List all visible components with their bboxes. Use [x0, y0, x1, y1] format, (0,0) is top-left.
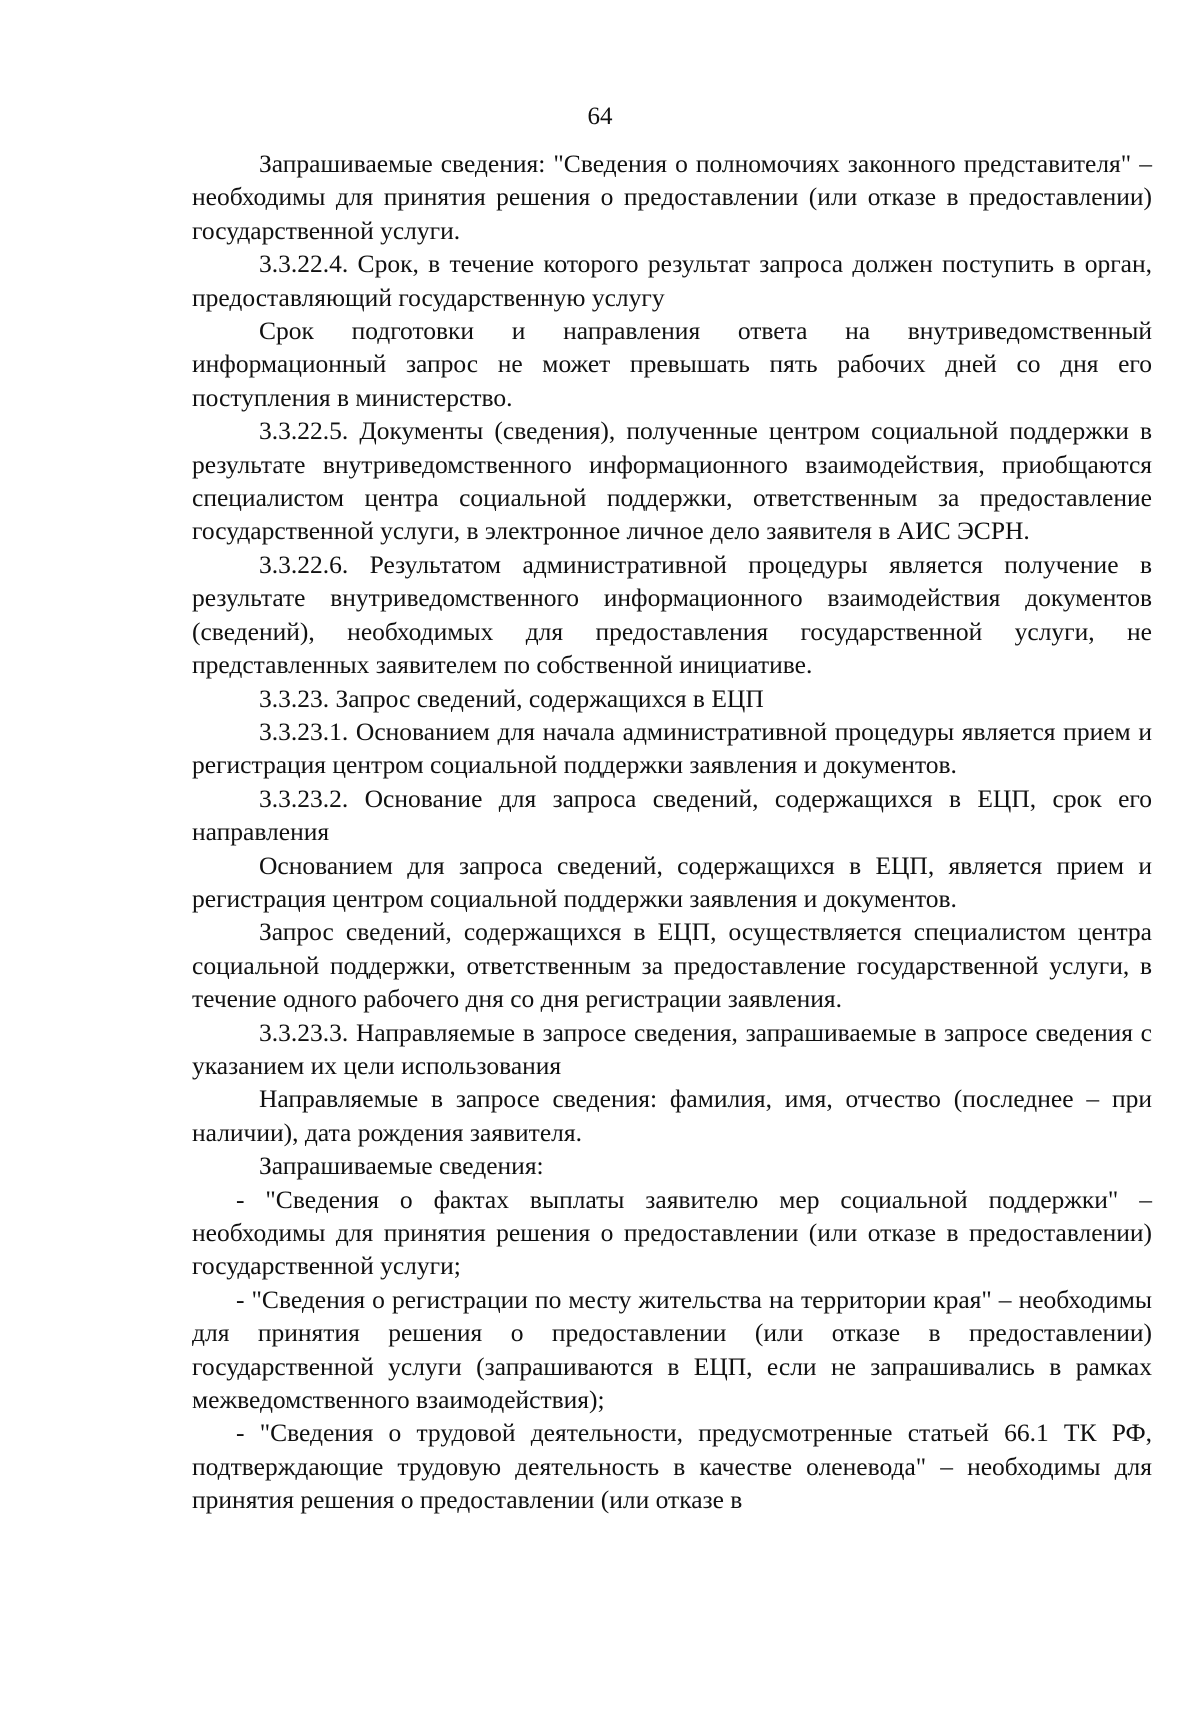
section-heading: 3.3.23. Запрос сведений, содержащихся в ЕЦП [259, 683, 764, 713]
paragraph: 3.3.23.1. Основанием для начала административной процедуры является прием и регистрация центром социальной поддержки заявления и документов. [192, 716, 1152, 780]
paragraph: Запрашиваемые сведения: "Сведения о полномочиях законного представителя" – необходимы для принятия решения о предоставлении (или отказе в предоставлении) государственной услуги. [192, 149, 1152, 245]
paragraph: 3.3.22.6. Результатом административной процедуры является получение в результате внутриведомственного информационного взаимодействия документов (сведений), необходимых для предоставления государственной услуги, не представленных заявителем по собственной инициативе. [192, 549, 1152, 680]
document-body [192, 147, 1152, 1517]
paragraph: Запрос сведений, содержащихся в ЕЦП, осуществляется специалистом центра социальной поддержки, ответственным за предоставление государственной услуги, в течение одного рабочего дня со дня регистрации заявления. [192, 917, 1152, 1014]
paragraph: 3.3.22.4. Срок, в течение которого результат запроса должен поступить в орган, предоставляющий государственную услугу [192, 249, 1152, 312]
list-item: - "Сведения о регистрации по месту жительства на территории края" – необходимы для принятия решения о предоставлении (или отказе в предоставлении) государственной услуги (запрашиваются в ЕЦП, если не запрашивались в рамках межведомственного взаимодействия); [192, 1284, 1152, 1415]
list-item: - "Сведения о трудовой деятельности, предусмотренные статьей 66.1 ТК РФ, подтверждающие трудовую деятельность в качестве оленевода" – необходимы для принятия решения о предоставлении (или отказе в [192, 1418, 1152, 1515]
paragraph: Направляемые в запросе сведения: фамилия, имя, отчество (последнее – при наличии), дата рождения заявителя. [192, 1084, 1152, 1147]
paragraph: 3.3.23.3. Направляемые в запросе сведения, запрашиваемые в запросе сведения с указанием их цели использования [192, 1017, 1152, 1080]
paragraph: Основанием для запроса сведений, содержащихся в ЕЦП, является прием и регистрация центром социальной поддержки заявления и документов. [192, 850, 1152, 913]
paragraph: Срок подготовки и направления ответа на внутриведомственный информационный запрос не может превышать пять рабочих дней со дня его поступления в министерство. [192, 316, 1152, 412]
paragraph: 3.3.22.5. Документы (сведения), полученные центром социальной поддержки в результате внутриведомственного информационного взаимодействия, приобщаются специалистом центра социальной поддержки, ответственным за предоставление государственной услуги, в электронное личное дело заявителя в АИС ЭСРН. [192, 416, 1152, 546]
paragraph: 3.3.23.2. Основание для запроса сведений, содержащихся в ЕЦП, срок его направления [192, 783, 1152, 847]
page-number: 64 [587, 103, 613, 130]
list-item: - "Сведения о фактах выплаты заявителю мер социальной поддержки" – необходимы для принятия решения о предоставлении (или отказе в предоставлении) государственной услуги; [192, 1184, 1152, 1281]
paragraph: Запрашиваемые сведения: [259, 1151, 544, 1181]
